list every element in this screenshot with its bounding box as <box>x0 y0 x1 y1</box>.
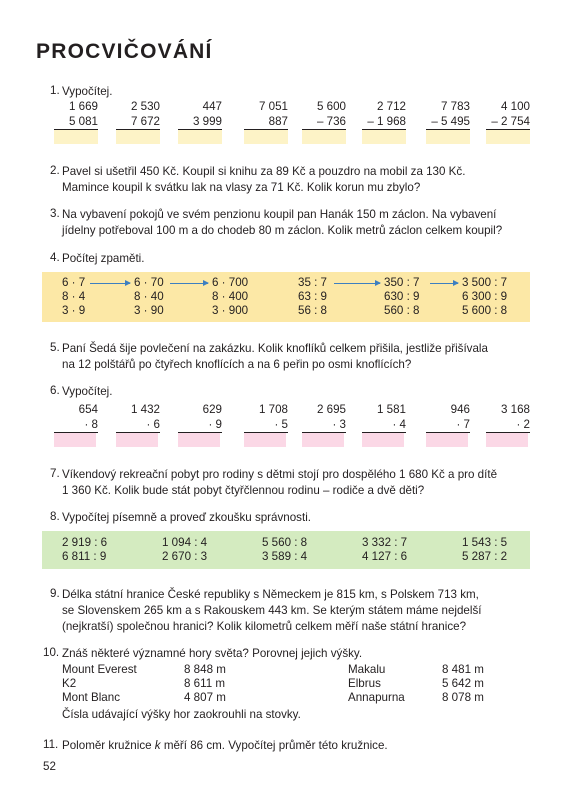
ex6-bottom-value: · 3 <box>332 418 346 431</box>
mountain-name: Mount Everest <box>62 663 137 676</box>
ex1-number: 1. <box>50 84 60 97</box>
ex3-number: 3. <box>50 207 60 220</box>
ex11-variable: k <box>154 739 161 752</box>
ex6-number: 6. <box>50 384 60 397</box>
ex1-bottom-value: – 5 495 <box>431 115 470 128</box>
ex3-text <box>62 207 502 239</box>
ex10-left-names <box>62 663 137 705</box>
ex2-line-1: Pavel si ušetřil 450 Kč. Koupil si knihu za 89 Kč a pouzdro na mobil za 130 Kč. <box>62 165 466 178</box>
ex6-top-value: 946 <box>450 403 470 416</box>
ex8-col-5 <box>462 536 507 564</box>
ex8-r1-c5: 1 543 : 5 <box>462 536 508 549</box>
ex6-bottom-value: · 9 <box>208 418 222 431</box>
ex5-line-2: na 12 polštářů po čtyřech knoflících a na 6 peřin po osmi knoflících? <box>62 358 412 371</box>
ex10-note: Čísla udávající výšky hor zaokrouhli na stovky. <box>62 708 301 721</box>
ex8-r2-c1: 6 811 : 9 <box>62 550 107 563</box>
answer-box[interactable] <box>178 433 220 447</box>
ex1-bottom-value: 7 672 <box>130 115 160 128</box>
ex4-col5-r3: 560 : 8 <box>384 304 420 317</box>
ex11-text <box>62 738 388 754</box>
ex4-col5-r2: 630 : 9 <box>384 290 420 303</box>
ex4-col1-r2: 8 · 4 <box>62 290 86 303</box>
page-title: PROCVIČOVÁNÍ <box>36 40 213 63</box>
mountain-height: 4 807 m <box>184 691 226 704</box>
mountain-name: K2 <box>62 677 77 690</box>
arrow-right-icon <box>170 283 208 284</box>
ex5-number: 5. <box>50 341 60 354</box>
answer-box[interactable] <box>116 130 160 144</box>
ex4-col-1 <box>62 276 85 318</box>
answer-box[interactable] <box>54 130 98 144</box>
mountain-name: Mont Blanc <box>62 691 120 704</box>
mountain-height: 5 642 m <box>442 677 484 690</box>
ex1-bottom-value: – 1 968 <box>367 115 406 128</box>
ex1-top-value: 2 712 <box>376 100 406 113</box>
ex7-text <box>62 467 497 499</box>
answer-box[interactable] <box>178 130 222 144</box>
ex8-r2-c4: 4 127 : 6 <box>362 550 408 563</box>
mountain-height: 8 078 m <box>442 691 484 704</box>
ex8-r1-c4: 3 332 : 7 <box>362 536 408 549</box>
ex4-col4-r1: 35 : 7 <box>298 276 328 289</box>
ex2-text <box>62 164 465 196</box>
ex4-col3-r3: 3 · 900 <box>212 304 249 317</box>
ex6-top-value: 1 581 <box>376 403 406 416</box>
ex1-bottom-value: 887 <box>268 115 288 128</box>
ex6-top-value: 654 <box>78 403 98 416</box>
ex1-top-value: 447 <box>202 100 222 113</box>
ex8-col-1 <box>62 536 107 564</box>
ex8-col-2 <box>162 536 207 564</box>
answer-box[interactable] <box>362 433 404 447</box>
ex4-col4-r2: 63 : 9 <box>298 290 328 303</box>
ex4-col6-r2: 6 300 : 9 <box>462 290 508 303</box>
ex8-r1-c2: 1 094 : 4 <box>162 536 208 549</box>
answer-box[interactable] <box>116 433 158 447</box>
ex11-number: 11. <box>43 738 59 751</box>
ex1-top-value: 2 530 <box>130 100 160 113</box>
mountain-height: 8 481 m <box>442 663 484 676</box>
ex2-number: 2. <box>50 164 60 177</box>
mountain-height: 8 611 m <box>184 677 226 690</box>
answer-box[interactable] <box>302 130 346 144</box>
mountain-name: Elbrus <box>348 677 381 690</box>
mountain-height: 8 848 m <box>184 663 226 676</box>
ex6-bottom-value: · 8 <box>84 418 98 431</box>
ex4-col3-r1: 6 · 700 <box>212 276 249 289</box>
ex4-col6-r3: 5 600 : 8 <box>462 304 508 317</box>
ex7-line-2: 1 360 Kč. Kolik bude stát pobyt čtyřčlennou rodinu – rodiče a dvě děti? <box>62 484 425 497</box>
ex6-top-value: 1 432 <box>130 403 160 416</box>
ex4-col2-r2: 8 · 40 <box>134 290 164 303</box>
ex8-r2-c3: 3 589 : 4 <box>262 550 308 563</box>
ex11-text-part-1: Poloměr kružnice <box>62 739 155 752</box>
ex8-r2-c5: 5 287 : 2 <box>462 550 508 563</box>
ex1-bottom-value: 3 999 <box>192 115 222 128</box>
ex1-top-value: 7 783 <box>440 100 470 113</box>
ex6-top-value: 2 695 <box>316 403 346 416</box>
ex10-right-names <box>348 663 405 705</box>
answer-box[interactable] <box>302 433 344 447</box>
ex1-bottom-value: – 2 754 <box>491 115 530 128</box>
ex4-col-6 <box>462 276 507 318</box>
answer-box[interactable] <box>244 130 288 144</box>
ex2-line-2: Mamince koupil k svátku lak na vlasy za 71 Kč. Kolik korun mu zbylo? <box>62 181 421 194</box>
ex10-left-heights <box>184 663 226 705</box>
ex8-r1-c3: 5 560 : 8 <box>262 536 308 549</box>
ex10-instruction: Znáš některé významné hory světa? Porovnej jejich výšky. <box>62 647 363 660</box>
ex8-r1-c1: 2 919 : 6 <box>62 536 108 549</box>
ex4-mental-math-band <box>42 272 530 322</box>
ex9-line-2: se Slovenskem 265 km a s Rakouskem 443 km. Se kterým státem máme nejdelší <box>62 604 482 617</box>
ex9-number: 9. <box>50 587 60 600</box>
ex1-top-value: 4 100 <box>500 100 530 113</box>
answer-box[interactable] <box>426 433 468 447</box>
ex8-instruction: Vypočítej písemně a proveď zkoušku správnosti. <box>62 511 311 524</box>
ex4-col-3 <box>212 276 248 318</box>
ex4-col4-r3: 56 : 8 <box>298 304 328 317</box>
ex4-col-5 <box>384 276 419 318</box>
ex6-top-value: 1 708 <box>258 403 288 416</box>
ex8-number: 8. <box>50 510 60 523</box>
ex3-line-2: jídelny potřeboval 100 m a do chodeb 80 m záclon. Kolik metrů záclon celkem koupil? <box>62 224 503 237</box>
arrow-right-icon <box>334 283 380 284</box>
ex1-instruction: Vypočítej. <box>62 85 113 98</box>
ex4-col6-r1: 3 500 : 7 <box>462 276 508 289</box>
ex4-col3-r2: 8 · 400 <box>212 290 249 303</box>
ex8-col-3 <box>262 536 307 564</box>
ex6-top-value: 629 <box>202 403 222 416</box>
ex1-top-value: 5 600 <box>316 100 346 113</box>
arrow-right-icon <box>430 283 458 284</box>
ex4-instruction: Počítej zpaměti. <box>62 252 145 265</box>
ex1-top-value: 7 051 <box>258 100 288 113</box>
answer-box[interactable] <box>362 130 406 144</box>
ex6-bottom-value: · 2 <box>516 418 530 431</box>
ex4-col1-r3: 3 · 9 <box>62 304 86 317</box>
ex5-line-1: Paní Šedá šije povlečení na zakázku. Kolik knoflíků celkem přišila, jestliže přišívala <box>62 342 488 355</box>
ex1-bottom-value: 5 081 <box>68 115 98 128</box>
ex7-number: 7. <box>50 467 60 480</box>
ex4-col2-r1: 6 · 70 <box>134 276 164 289</box>
ex4-number: 4. <box>50 251 60 264</box>
answer-box[interactable] <box>426 130 470 144</box>
ex6-instruction: Vypočítej. <box>62 385 113 398</box>
ex4-col2-r3: 3 · 90 <box>134 304 164 317</box>
ex3-line-1: Na vybavení pokojů ve svém penzionu koupil pan Hanák 150 m záclon. Na vybavení <box>62 208 497 221</box>
ex5-text <box>62 341 488 373</box>
mountain-name: Makalu <box>348 663 386 676</box>
ex8-col-4 <box>362 536 407 564</box>
answer-box[interactable] <box>54 433 96 447</box>
ex9-text <box>62 587 481 635</box>
ex6-bottom-value: · 5 <box>274 418 288 431</box>
answer-box[interactable] <box>244 433 286 447</box>
ex9-line-3: (nejkratší) společnou hranici? Kolik kilometrů celkem měří naše státní hranice? <box>62 620 467 633</box>
ex4-col1-r1: 6 · 7 <box>62 276 86 289</box>
ex1-top-value: 1 669 <box>68 100 98 113</box>
ex6-bottom-value: · 6 <box>146 418 160 431</box>
ex10-number: 10. <box>43 646 60 659</box>
ex6-top-value: 3 168 <box>500 403 530 416</box>
answer-box[interactable] <box>486 130 530 144</box>
ex9-line-1: Délka státní hranice České republiky s Německem je 815 km, s Polskem 713 km, <box>62 588 479 601</box>
arrow-right-icon <box>90 283 130 284</box>
ex7-line-1: Víkendový rekreační pobyt pro rodiny s dětmi stojí pro dospělého 1 680 Kč a pro dítě <box>62 468 498 481</box>
ex8-r2-c2: 2 670 : 3 <box>162 550 208 563</box>
ex4-col-4 <box>298 276 327 318</box>
page-number: 52 <box>43 760 56 773</box>
ex4-col5-r1: 350 : 7 <box>384 276 420 289</box>
ex6-bottom-value: · 4 <box>392 418 406 431</box>
ex1-bottom-value: – 736 <box>316 115 346 128</box>
ex4-col-2 <box>134 276 164 318</box>
ex10-right-heights <box>442 663 484 705</box>
ex6-bottom-value: · 7 <box>456 418 470 431</box>
mountain-name: Annapurna <box>348 691 405 704</box>
ex11-text-part-2: měří 86 cm. Vypočítej průměr této kružnice. <box>160 739 388 752</box>
answer-box[interactable] <box>486 433 528 447</box>
ex8-division-band <box>42 531 530 569</box>
